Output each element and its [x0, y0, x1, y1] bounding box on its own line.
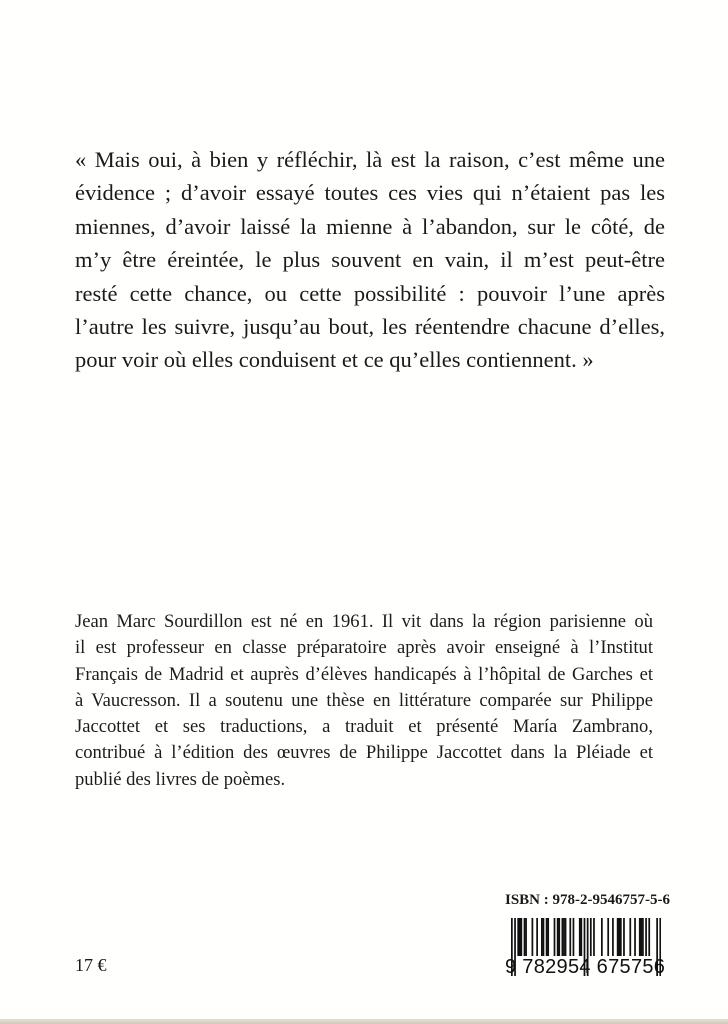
barcode-bar	[569, 918, 571, 956]
page-bottom-edge	[0, 1019, 728, 1024]
barcode-bar	[517, 918, 519, 956]
barcode-bar	[541, 918, 543, 956]
quote-line: miennes, d’avoir laissé la mienne à l’abandon, sur le côté, de	[75, 213, 665, 239]
barcode-bar	[629, 918, 631, 956]
quote-line: « Mais oui, à bien y réfléchir, là est la raison, c’est même une	[75, 147, 665, 172]
barcode-bar	[642, 918, 644, 956]
barcode-bar	[612, 918, 614, 956]
barcode-bar	[640, 918, 642, 956]
quote-line: évidence ; d’avoir essayé toutes ces vies qui n’étaient pas les	[75, 180, 665, 206]
bio-line: contribué à l’édition des œuvres de Philippe Jaccottet dans la Pléiade et	[75, 742, 653, 764]
barcode-bar	[543, 918, 545, 956]
barcode-bar	[547, 918, 549, 956]
quote-line: resté cette chance, ou cette possibilité : pouvoir l’une après	[75, 280, 665, 306]
bio-line: Jean Marc Sourdillon est né en 1961. Il vit dans la région parisienne où	[75, 611, 653, 632]
barcode-bar	[639, 918, 641, 956]
author-bio	[75, 609, 653, 793]
barcode-bar	[607, 918, 609, 956]
barcode-bar	[623, 918, 625, 956]
barcode-bar	[519, 918, 521, 956]
price: 17 €	[75, 955, 107, 975]
barcode-bar	[579, 918, 581, 956]
bio-line: publié des livres de poèmes.	[75, 768, 286, 790]
bio-line: Français de Madrid et auprès d’élèves handicapés à l’hôpital de Garches et	[75, 663, 653, 685]
barcode-bar	[580, 918, 582, 956]
barcode-bar	[536, 918, 538, 956]
barcode-bar	[620, 918, 622, 956]
bio-line: Jaccottet et ses traductions, a traduit et présenté María Zambrano,	[75, 716, 653, 738]
barcode-bar	[618, 918, 620, 956]
quote-block	[75, 143, 665, 377]
barcode-bar	[563, 918, 565, 956]
bio-line: il est professeur en classe préparatoire après avoir enseigné à l’Institut	[75, 637, 653, 659]
barcode-bar	[601, 918, 603, 956]
barcode-bar	[645, 918, 647, 956]
barcode-bar	[520, 918, 522, 956]
isbn-label: ISBN : 978-2-9546757-5-6	[505, 892, 670, 908]
barcode-bar	[573, 918, 575, 956]
bio-line: à Vaucresson. Il a soutenu une thèse en littérature comparée sur Philippe	[75, 689, 653, 711]
barcode-bar	[546, 918, 548, 956]
barcode-bar	[617, 918, 619, 956]
barcode-bar	[562, 918, 564, 956]
barcode-bar	[565, 918, 567, 956]
quote-line: pour voir où elles conduisent et ce qu’elles contiennent. »	[75, 347, 594, 373]
barcode-bar	[593, 918, 595, 956]
barcode-bar	[524, 918, 526, 956]
barcode-bar	[554, 918, 556, 956]
barcode-bar	[634, 918, 636, 956]
quote-line: l’autre les suivre, jusqu’au bout, les réentendre chacune d’elles,	[75, 314, 665, 340]
barcode-bar	[525, 918, 527, 956]
barcode-bar	[648, 918, 650, 956]
barcode-bar	[532, 918, 534, 956]
barcode-digits: 9 782954 675756	[505, 956, 666, 978]
barcode-bar	[558, 918, 560, 956]
barcode-bar	[557, 918, 559, 956]
barcode-bar	[590, 918, 592, 956]
quote-line: m’y être éreintée, le plus souvent en vain, il m’est peut-être	[75, 247, 665, 273]
